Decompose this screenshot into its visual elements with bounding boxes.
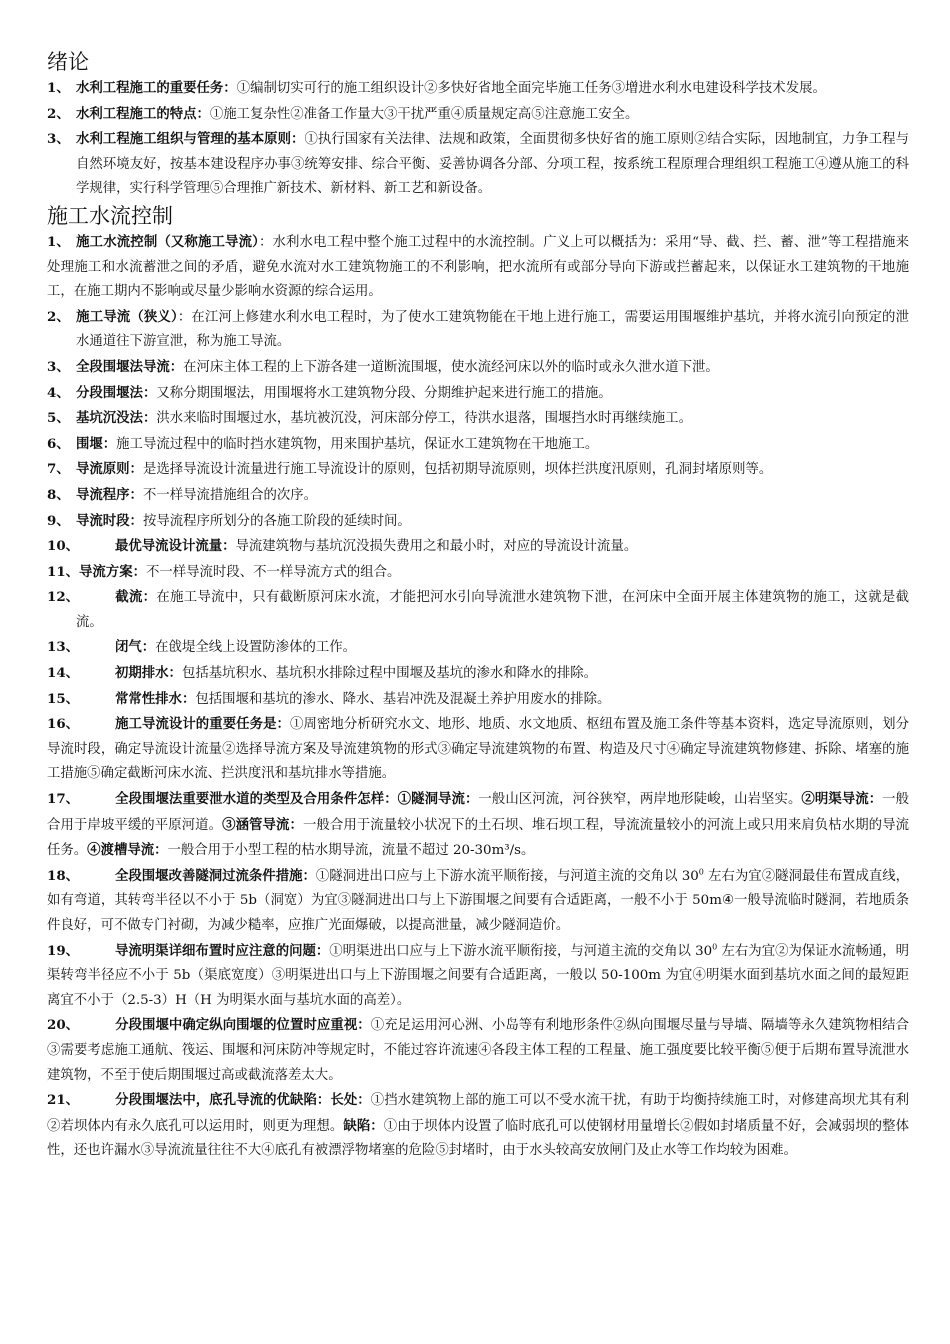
list-item: 4、 分段围堰法：又称分期围堰法，用围堰将水工建筑物分段、分期维护起来进行施工的措施。 [47,384,612,401]
list-item: 2、 水利工程施工的特点：①施工复杂性②准备工作量大③干扰严重④质量规定高⑤注意施工安全。 [47,105,639,122]
list-item: 19、 导流明渠详细布置时应注意的问题：①明渠进出口应与上下游水流平顺衔接，与河道主流的交角以 $30^0$ 左右为宜②为保证水流畅通，明渠转弯半径应不小于 5b（渠底宽度）③明渠进出口与上下游围堰之间要有合适距离，一般以 50-100m 为宜④明渠水面到基坑水面之间的最短距离宜不小于（2.5-3）H（H 为明渠水面与基坑水面的高差）。 [47,942,910,1008]
list-item: 18、 全段围堰改善隧洞过流条件措施：①隧洞进出口应与上下游水流平顺衔接，与河道主流的交角以 $30^0$ 左右为宜②隧洞最佳布置成直线，如有弯道，其转弯半径以不小于 5b（洞宽）为宜③隧洞进出口与上下游围堰之间要有合适距离，一般不小于 50m④一般导流临时隧洞，若地质条件良好，可不做专门衬砌，为减少糙率，应推广光面爆破，以提高泄量，减少隧洞造价。 [47,867,910,933]
list-item: 12、 截流：在施工导流中，只有截断原河床水流，才能把河水引向导流泄水建筑物下泄，在河床中全面开展主体建筑物的施工，这就是截流。 [47,589,910,630]
list-item: 3、 全段围堰法导流：在河床主体工程的上下游各建一道断流围堰，使水流经河床以外的临时或永久泄水道下泄。 [47,358,719,375]
list-item: 1、 施工水流控制（又称施工导流）：水利水电工程中整个施工过程中的水流控制。广义上可以概括为：采用“导、截、拦、蓄、泄”等工程措施来处理施工和水流蓄泄之间的矛盾，避免水流对水工建筑物施工的不利影响，把水流所有或部分导向下游或拦蓄起来，以保证水工建筑物的干地施工，在施工期内不影响或尽量少影响水资源的综合运用。 [47,233,909,300]
section-title: 绪论 [47,50,89,74]
list-item: 7、 导流原则：是选择导流设计流量进行施工导流设计的原则，包括初期导流原则，坝体拦洪度汛原则，孔洞封堵原则等。 [47,461,773,478]
list-item: 14、 初期排水：包括基坑积水、基坑积水排除过程中围堰及基坑的渗水和降水的排除。 [47,665,598,682]
list-item: 1、 水利工程施工的重要任务：①编制切实可行的施工组织设计②多快好省地全面完毕施工任务③增进水利水电建设科学技术发展。 [47,80,826,96]
list-item: 9、 导流时段：按导流程序所划分的各施工阶段的延续时间。 [47,512,411,529]
list-item: 17、 全段围堰法重要泄水道的类型及合用条件怎样：①隧洞导流：一般山区河流，河谷狭窄，两岸地形陡峻，山岩坚实。②明渠导流：一般合用于岸坡平缓的平原河道。③涵管导流：一般合用于流量较小状况下的土石坝、堆石坝工程，导流流量较小的河流上或只用来肩负枯水期的导流任务。④渡槽导流：一般合用于小型工程的枯水期导流，流量不超过 20-30m³/s。 [47,791,910,859]
list-item: 2、 施工导流（狭义）：在江河上修建水利水电工程时，为了使水工建筑物能在干地上进行施工，需要运用围堰维护基坑，并将水流引向预定的泄水通道往下游宣泄，称为施工导流。 [47,308,909,350]
section-title: 施工水流控制 [47,203,173,228]
list-item: 3、 水利工程施工组织与管理的基本原则：①执行国家有关法律、法规和政策，全面贯彻多快好省的施工原则②结合实际，因地制宜，力争工程与自然环境友好，按基本建设程序办事③统筹安排、综合平衡、妥善协调各分部、分项工程，按系统工程原理合理组织工程施工④遵从施工的科学规律，实行科学管理⑤合理推广新技术、新材料、新工艺和新设备。 [47,131,910,197]
list-item: 20、 分段围堰中确定纵向围堰的位置时应重视：①充足运用河心洲、小岛等有利地形条件②纵向围堰尽量与导墙、隔墙等永久建筑物相结合③需要考虑施工通航、筏运、围堰和河床防冲等规定时，不能过容许流速④各段主体工程的工程量、施工强度要比较平衡⑤便于后期布置导流泄水建筑物，不至于使后期围堰过高或截流落差太大。 [47,1017,910,1083]
list-item: 10、 最优导流设计流量：导流建筑物与基坑沉没损失费用之和最小时，对应的导流设计流量。 [47,538,638,555]
list-item: 13、 闭气：在戗堤全线上设置防渗体的工作。 [47,639,357,656]
list-item: 6、 围堰：施工导流过程中的临时挡水建筑物，用来围护基坑，保证水工建筑物在干地施工。 [47,435,599,452]
list-item: 5、 基坑沉没法：洪水来临时围堰过水，基坑被沉没，河床部分停工，待洪水退落，围堰挡水时再继续施工。 [47,410,692,427]
list-item: 15、 常常性排水：包括围堰和基坑的渗水、降水、基岩冲洗及混凝土养护用废水的排除。 [47,690,611,707]
list-item: 16、 施工导流设计的重要任务是：①周密地分析研究水文、地形、地质、水文地质、枢纽布置及施工条件等基本资料，选定导流原则，划分导流时段，确定导流设计流量②选择导流方案及导流建筑物的形式③确定导流建筑物的布置、构造及尺寸④确定导流建筑物修建、拆除、堵塞的施工措施⑤确定截断河床水流、拦洪度汛和基坑排水等措施。 [47,716,909,782]
list-item: 11、导流方案：不一样导流时段、不一样导流方式的组合。 [47,563,401,580]
document-page [47,48,909,1164]
list-item: 21、 分段围堰法中，底孔导流的优缺陷：长处：①挡水建筑物上部的施工可以不受水流干扰，有助于均衡持续施工时，对修建高坝尤其有利②若坝体内有永久底孔可以运用时，则更为理想。缺陷：①由于坝体内设置了临时底孔可以使钢材用量增长②假如封堵质量不好，会减弱坝的整体性，还也许漏水③导流流量往往不大④底孔有被漂浮物堵塞的危险⑤封堵时，由于水头较高安放闸门及止水等工作均较为困难。 [47,1092,910,1159]
list-item: 8、 导流程序：不一样导流措施组合的次序。 [47,486,318,503]
